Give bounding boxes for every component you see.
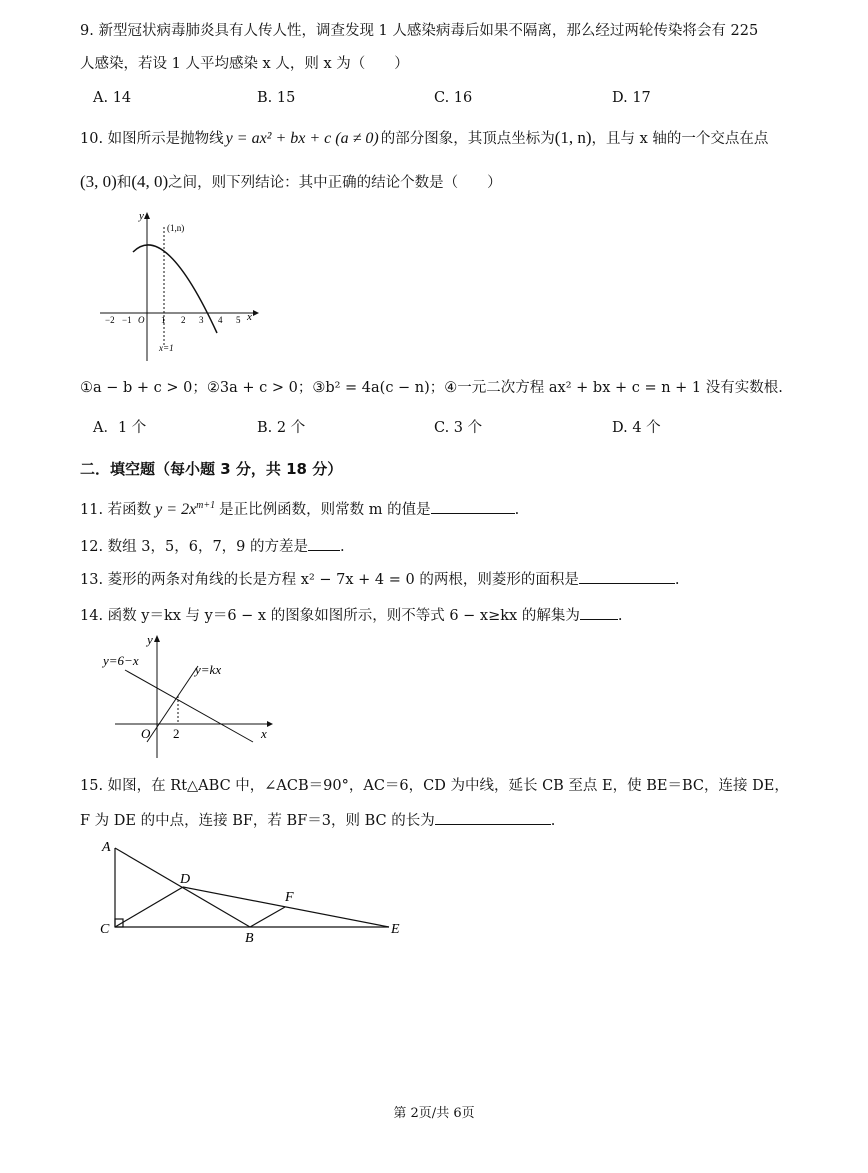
q12-end: . [340,539,345,555]
q10-vertex-label: (1,n) [167,223,185,233]
q10-line2-rest: 之间，则下列结论：其中正确的结论个数是（ ） [168,175,502,191]
q12-answer-blank[interactable] [308,536,340,551]
q10-option-d: D. 4 个 [612,420,661,436]
q15-label-c: C [100,922,110,937]
q10-option-b: B. 2 个 [257,420,306,436]
q10-parabola-equation: y = ax² + bx + c (a ≠ 0) [225,130,379,147]
page-footer: 第 2页/共 6页 [393,1106,475,1121]
q10-tick-2: 2 [181,315,186,325]
section2-title: 二．填空题（每小题 3 分，共 18 分） [80,460,343,478]
q9-option-c: C. 16 [434,90,473,106]
q14-graph [95,630,285,760]
q10-tick-neg1: −1 [122,315,132,325]
q14-line1-label: y=6−x [103,653,139,668]
q11-a: 11. 若函数 [80,501,152,518]
q10-tick-1: 1 [161,315,166,325]
q15-line1: 15. 如图，在 Rt△ABC 中，∠ACB＝90°，AC＝6，CD 为中线，延长 CB 至点 E，使 BE＝BC，连接 DE， [80,778,789,794]
q10-y-label: y [139,210,144,222]
q10-line1-b: 的部分图象，其顶点坐标为 [380,131,555,147]
q10-tick-neg2: −2 [105,315,115,325]
q15-label-f: F [285,890,294,905]
q10-option-c: C. 3 个 [434,420,483,436]
q14-line2-label: y=kx [195,662,222,677]
q15-label-a: A [102,840,111,855]
q15-line2-text: F 为 DE 的中点，连接 BF，若 BF＝3，则 BC 的长为 [80,813,435,829]
q14-tick-2: 2 [173,726,180,741]
q15-end: . [550,813,556,829]
q13-line [80,569,679,590]
q10-line1-c: ，且与 x 轴的一个交点在点 [591,131,769,147]
q10-parabola-graph [95,205,265,365]
q10-origin-label: O [138,315,145,325]
q15-label-e: E [391,922,400,937]
q14-answer-blank[interactable] [580,605,618,620]
q15-triangle-figure [95,835,415,955]
q10-tick-3: 3 [199,315,204,325]
q12-line [80,536,345,557]
q11-sup: m+1 [196,500,216,511]
q10-line1-a: 10. 如图所示是抛物线 [80,131,224,147]
q14-origin-label: O [141,726,151,741]
q14-line [80,605,622,626]
q10-conclusions: ①a − b + c > 0；②3a + c > 0；③b² = 4a(c − n)；④一元二次方程 ax² + bx + c = n + 1 没有实数根. [80,380,783,396]
q14-x-label: x [261,726,267,741]
q10-line2 [80,172,502,193]
q9-line1: 9. 新型冠状病毒肺炎具有人传人性，调查发现 1 人感染病毒后如果不隔离，那么经过两轮传染将会有 225 [80,23,759,39]
q15-label-b: B [245,931,254,946]
q10-point1: (3, 0) [80,172,117,191]
q13-answer-blank[interactable] [579,569,675,584]
q9-option-d: D. 17 [612,90,651,106]
q10-option-a: A．1 个 [93,420,147,436]
q11-line [80,496,519,520]
q14-text: 14. 函数 y＝kx 与 y＝6 − x 的图象如图所示，则不等式 6 − x≥kx 的解集为 [80,608,580,624]
q15-line2 [80,810,555,831]
q14-y-label: y [147,632,153,647]
q12-text: 12. 数组 3，5，6，7，9 的方差是 [80,539,309,555]
q9-line2: 人感染，若设 1 人平均感染 x 人，则 x 为（ ） [80,56,409,72]
q13-text: 13. 菱形的两条对角线的长是方程 x² − 7x + 4 = 0 的两根，则菱形的面积是 [80,572,579,588]
q10-parabola-curve [133,245,217,333]
q10-and: 和 [116,175,132,191]
q15-label-d: D [180,872,191,887]
q10-tick-4: 4 [218,315,223,325]
q11-eq: y = 2x [155,500,197,518]
q10-axis-label: x=1 [159,343,174,353]
q10-line1 [80,128,768,149]
q9-option-a: A. 14 [93,90,132,106]
q9-option-b: B. 15 [257,90,296,106]
q11-end: . [514,501,520,518]
q10-tick-5: 5 [236,315,241,325]
q13-end: . [674,572,680,588]
q10-point2: (4, 0) [131,172,169,191]
q11-answer-blank[interactable] [431,499,515,514]
q15-answer-blank[interactable] [435,810,551,825]
q11-b: 是正比例函数，则常数 m 的值是 [219,501,431,518]
q10-x-label: x [247,311,252,323]
q10-vertex: (1, n) [554,128,592,147]
q14-end: . [617,608,623,624]
